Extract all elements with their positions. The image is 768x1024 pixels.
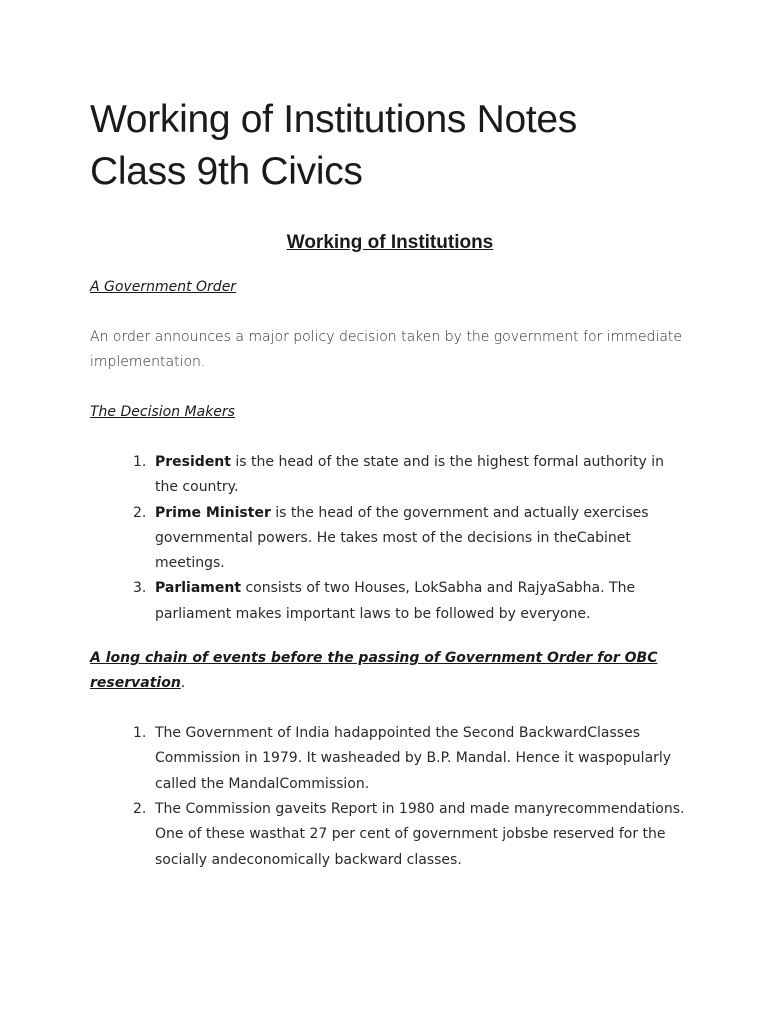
list-text: The Government of India hadappointed the Second BackwardClasses Commission in 1979. It washeaded by B.P. Mandal. Hence it waspopularly called the MandalCommission. bbox=[155, 725, 672, 792]
list-number: 2. bbox=[133, 800, 147, 817]
list-text: consists of two Houses, LokSabha and RajyaSabha. The parliament makes important laws to be followed by everyone. bbox=[155, 580, 636, 622]
decision-makers-heading: The Decision Makers bbox=[90, 404, 235, 420]
chain-of-events-heading-text: A long chain of events before the passing of Government Order for OBC reservation bbox=[90, 650, 658, 692]
list-number: 2. bbox=[133, 504, 147, 521]
list-item bbox=[90, 797, 690, 873]
document-page bbox=[90, 94, 690, 873]
list-term: Parliament bbox=[155, 580, 242, 597]
list-term: Prime Minister bbox=[155, 504, 271, 521]
list-number: 1. bbox=[133, 454, 147, 470]
list-item bbox=[90, 576, 690, 627]
government-order-heading: A Government Order bbox=[90, 279, 237, 295]
title-line-1: Working of Institutions Notes bbox=[90, 98, 577, 141]
list-item bbox=[90, 721, 690, 797]
list-number: 3. bbox=[133, 580, 147, 597]
list-text: is the head of the state and is the highest formal authority in the country. bbox=[155, 454, 664, 496]
list-item bbox=[90, 450, 690, 501]
list-number: 1. bbox=[133, 725, 147, 742]
government-order-text: An order announces a major policy decision taken by the government for immediate implementation. bbox=[90, 329, 683, 370]
section-heading: Working of Institutions bbox=[286, 232, 494, 253]
document-title bbox=[90, 94, 690, 198]
list-item bbox=[90, 501, 690, 577]
chain-of-events-heading-suffix: . bbox=[180, 675, 186, 692]
list-text: is the head of the government and actually exercises governmental powers. He takes most of the decisions in theCabinet meetings. bbox=[155, 504, 649, 572]
chain-of-events-heading bbox=[90, 646, 690, 696]
title-line-2: Class 9th Civics bbox=[90, 150, 363, 193]
decision-makers-list bbox=[90, 450, 690, 627]
chain-of-events-list bbox=[90, 721, 690, 873]
list-text: The Commission gaveits Report in 1980 and made manyrecommendations. One of these wasthat 27 per cent of government jobsbe reserved for the socially andeconomically backward classes. bbox=[155, 800, 685, 868]
list-term: President bbox=[155, 454, 231, 470]
